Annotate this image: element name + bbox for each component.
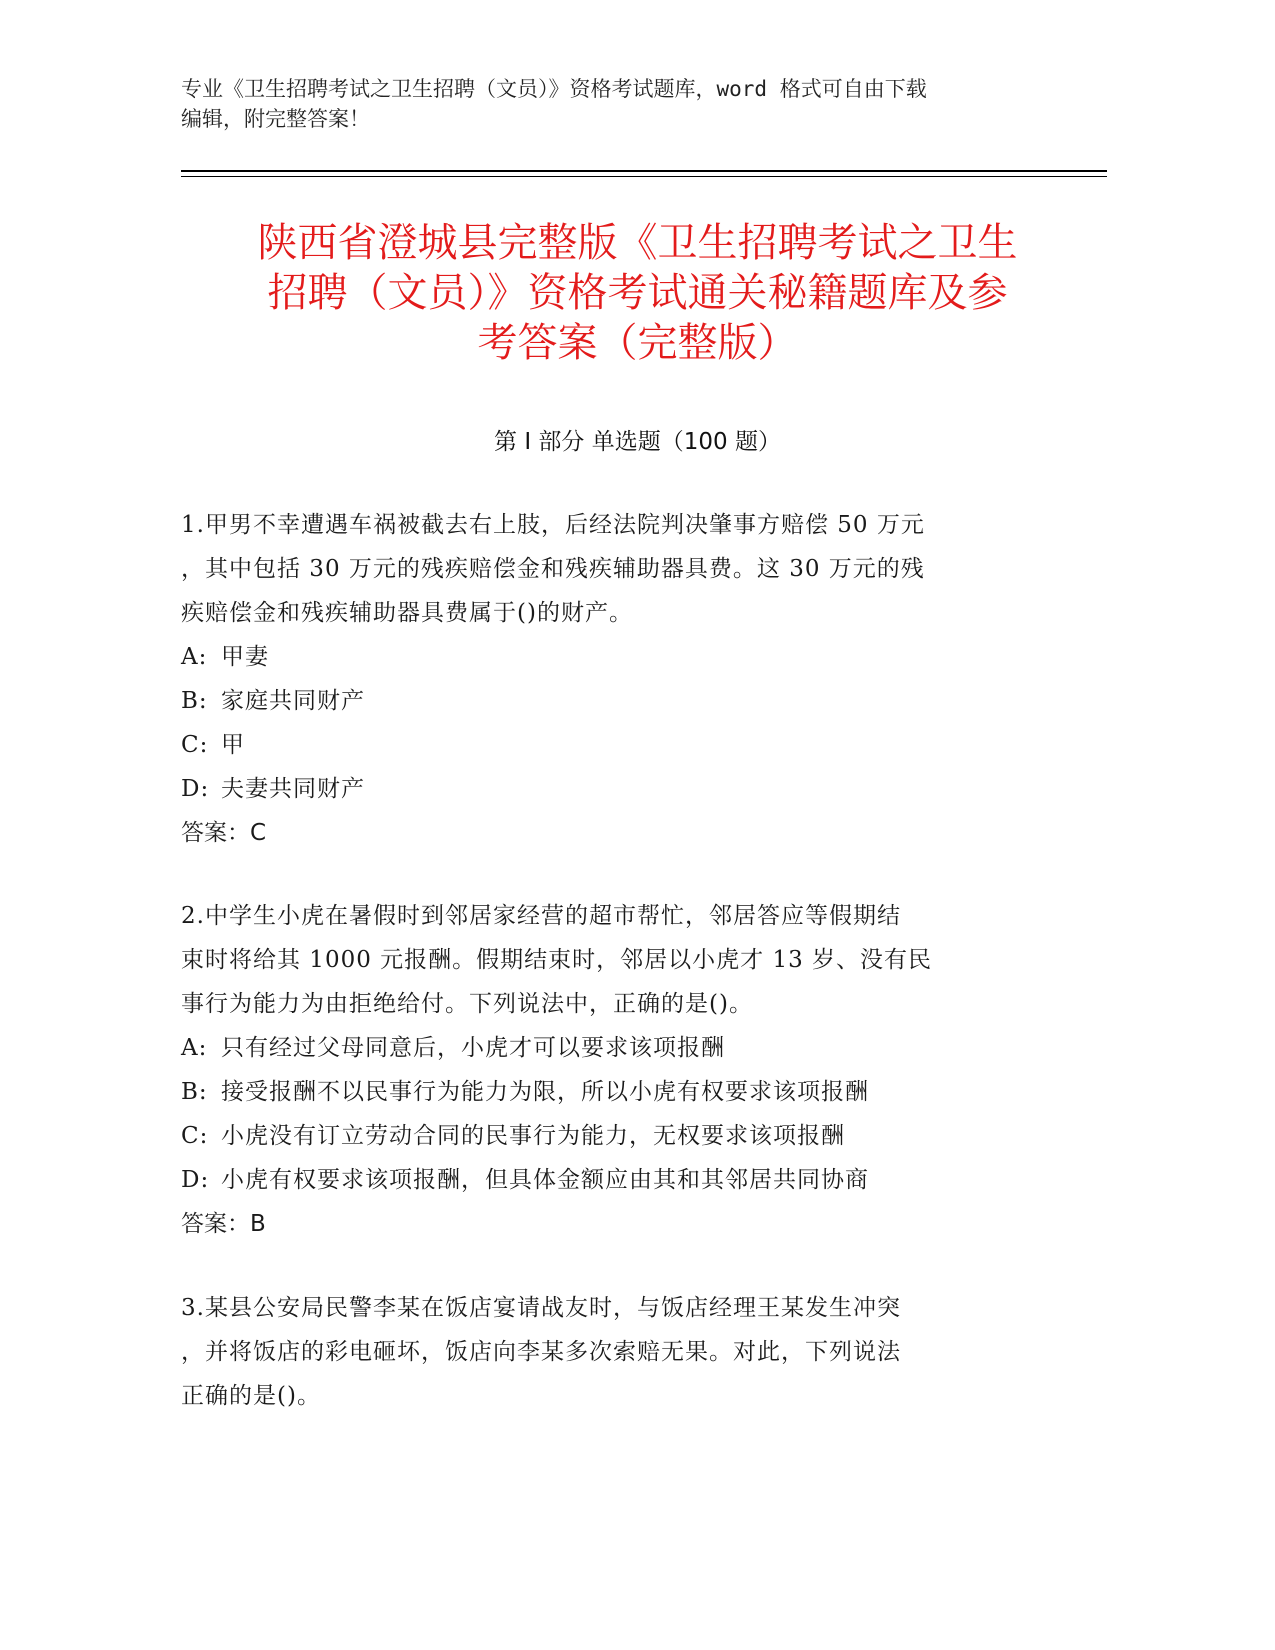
question-2 (181, 894, 1041, 1246)
option-d (181, 767, 1041, 811)
answer-line: 答案：C (181, 820, 267, 846)
option-c (181, 1114, 1041, 1158)
option-b (181, 679, 1041, 723)
question-stem-line: 1.甲男不幸遭遇车祸被截去右上肢，后经法院判决肇事方赔偿 50 万元 (181, 512, 925, 538)
option-text: 家庭共同财产 (221, 688, 365, 714)
question-stem-line: ，其中包括 30 万元的残疾赔偿金和残疾辅助器具费。这 30 万元的残 (181, 556, 925, 582)
option-letter: C: (181, 1123, 209, 1149)
option-text: 小虎没有订立劳动合同的民事行为能力，无权要求该项报酬 (221, 1123, 845, 1149)
section-title: 第 I 部分 单选题（100 题） (494, 429, 781, 455)
option-letter: D: (181, 776, 210, 802)
option-letter: D: (181, 1167, 210, 1193)
option-text: 只有经过父母同意后，小虎才可以要求该项报酬 (221, 1035, 725, 1061)
option-text: 甲 (221, 732, 245, 758)
document-title-line-3: 考答案（完整版） (477, 320, 798, 366)
option-letter: B: (181, 688, 208, 714)
document-title (150, 218, 1125, 368)
option-c (181, 723, 1041, 767)
answer-line: 答案：B (181, 1211, 266, 1237)
question-stem-line: 正确的是()。 (181, 1383, 321, 1409)
question-stem-line: 3.某县公安局民警李某在饭店宴请战友时，与饭店经理王某发生冲突 (181, 1295, 901, 1321)
option-text: 甲妻 (221, 644, 269, 670)
question-stem-line: 疾赔偿金和残疾辅助器具费属于()的财产。 (181, 600, 633, 626)
header-note (181, 74, 1081, 134)
header-note-line-1: 专业《卫生招聘考试之卫生招聘（文员）》资格考试题库，word 格式可自由下载 (181, 77, 927, 101)
option-letter: A: (181, 644, 208, 670)
question-1 (181, 503, 1041, 855)
header-rule-thin (181, 176, 1107, 177)
header-rule-thick (181, 170, 1107, 172)
option-a (181, 635, 1041, 679)
option-letter: B: (181, 1079, 208, 1105)
document-title-line-1: 陕西省澄城县完整版《卫生招聘考试之卫生 (257, 220, 1018, 266)
option-a (181, 1026, 1041, 1070)
header-note-line-2: 编辑，附完整答案！ (181, 107, 370, 131)
option-b (181, 1070, 1041, 1114)
option-letter: A: (181, 1035, 208, 1061)
option-d (181, 1158, 1041, 1202)
option-text: 小虎有权要求该项报酬，但具体金额应由其和其邻居共同协商 (221, 1167, 869, 1193)
question-stem-line: 事行为能力为由拒绝给付。下列说法中，正确的是()。 (181, 991, 753, 1017)
document-title-line-2: 招聘（文员）》资格考试通关秘籍题库及参 (267, 270, 1008, 316)
option-letter: C: (181, 732, 209, 758)
question-3 (181, 1286, 1041, 1418)
option-text: 接受报酬不以民事行为能力为限，所以小虎有权要求该项报酬 (221, 1079, 869, 1105)
question-stem-line: 2.中学生小虎在暑假时到邻居家经营的超市帮忙，邻居答应等假期结 (181, 903, 901, 929)
question-stem-line: ，并将饭店的彩电砸坏，饭店向李某多次索赔无果。对此，下列说法 (181, 1339, 901, 1365)
question-stem-line: 束时将给其 1000 元报酬。假期结束时，邻居以小虎才 13 岁、没有民 (181, 947, 933, 973)
option-text: 夫妻共同财产 (221, 776, 365, 802)
